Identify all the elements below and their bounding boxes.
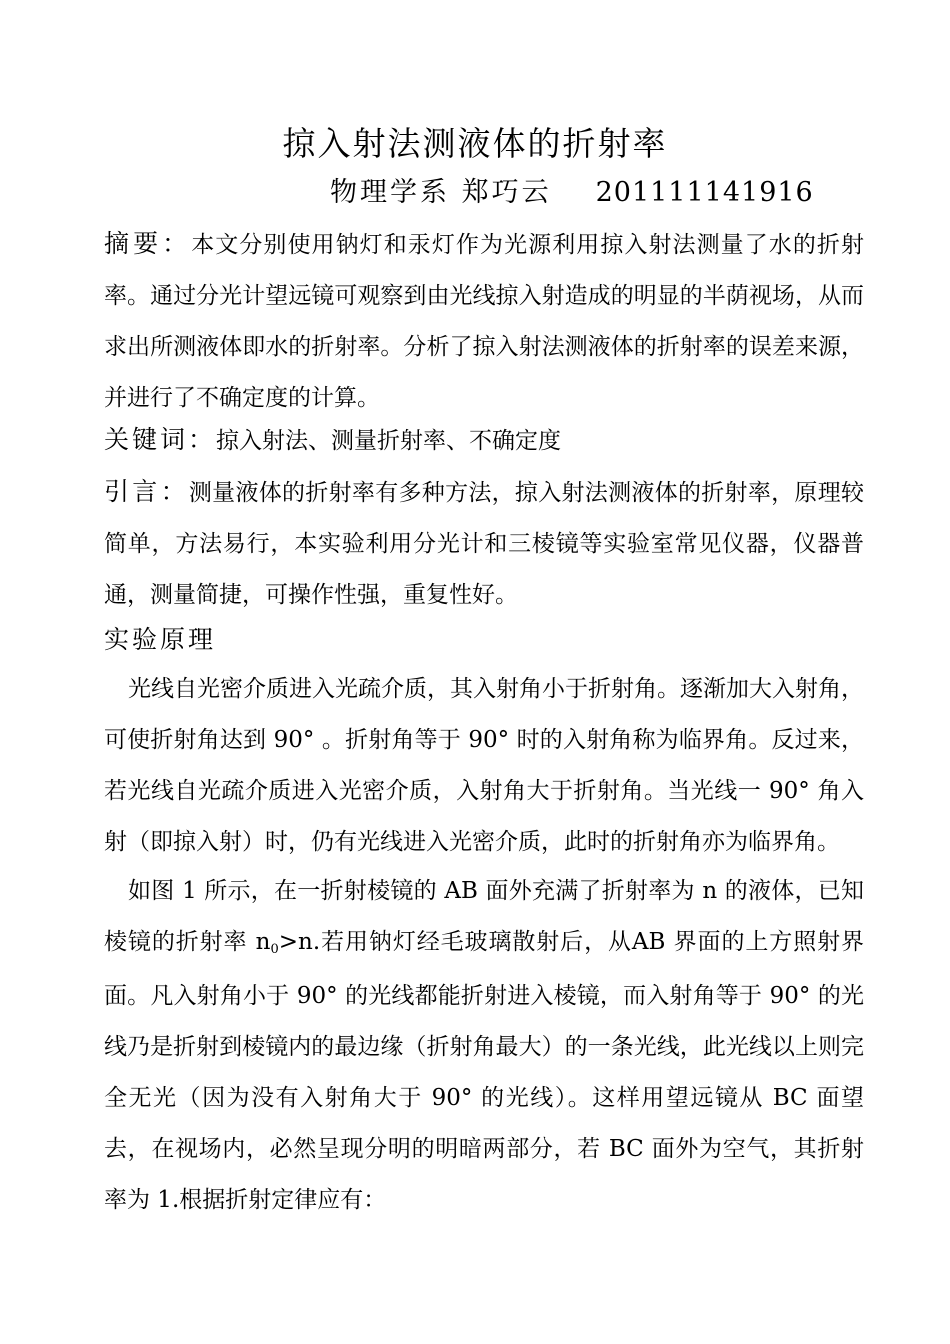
abstract-paragraph — [104, 218, 864, 424]
introduction-text: 测量液体的折射率有多种方法，掠入射法测液体的折射率，原理较简单，方法易行，本实验利用分光计和三棱镜等实验室常见仪器，仪器普通，测量简捷，可操作性强，重复性好。 — [104, 480, 864, 608]
keywords-text: 掠入射法、测量折射率、不确定度 — [216, 428, 562, 454]
page-title: 掠入射法测液体的折射率 — [282, 124, 668, 163]
introduction-label: 引言： — [104, 477, 189, 506]
author-byline — [330, 170, 814, 209]
principle-paragraph-2-part2: >n.若用钠灯经毛玻璃散射后，从AB 界面的上方照射界面。凡入射角小于 90° 的光线都能折射进入棱镜，而入射角等于 90° 的光线乃是折射到棱镜内的最边缘（折射角最大）的一条光线，此光线以上则完全无光（因为没有入射角大于 90° 的光线）。这样用望远镜从 BC 面望去，在视场内，必然呈现分明的明暗两部分，若 BC 面外为空气，其折射率为 1.根据折射定律应有： — [104, 929, 865, 1213]
principle-paragraph-2-part1: 如图 1 所示，在一折射棱镜的 AB 面外充满了折射率为 n 的液体，已知棱镜的折射率 n — [104, 878, 864, 955]
subscript-zero: 0 — [270, 942, 279, 957]
principle-paragraph-2 — [104, 866, 864, 1226]
principle-paragraph-1: 光线自光密介质进入光疏介质，其入射角小于折射角。逐渐加大入射角，可使折射角达到 90° 。折射角等于 90° 时的入射角称为临界角。反过来，若光线自光疏介质进入光密介质，入射角大于折射角。当光线一 90° 角入射（即掠入射）时，仍有光线进入光密介质，此时的折射角亦为临界角。 — [104, 676, 864, 855]
student-id: 201111141916 — [595, 177, 814, 208]
author-department-name: 物理学系 郑巧云 — [330, 177, 552, 208]
keywords-paragraph — [104, 414, 864, 467]
keywords-label: 关键词： — [104, 425, 217, 454]
abstract-text: 本文分别使用钠灯和汞灯作为光源利用掠入射法测量了水的折射率。通过分光计望远镜可观察到由光线掠入射造成的明显的半荫视场，从而求出所测液体即水的折射率。分析了掠入射法测液体的折射率的误差来源，并进行了不确定度的计算。 — [104, 232, 864, 411]
abstract-label: 摘要： — [104, 229, 192, 258]
section-heading-principle: 实验原理 — [104, 625, 217, 654]
introduction-paragraph — [104, 466, 864, 621]
